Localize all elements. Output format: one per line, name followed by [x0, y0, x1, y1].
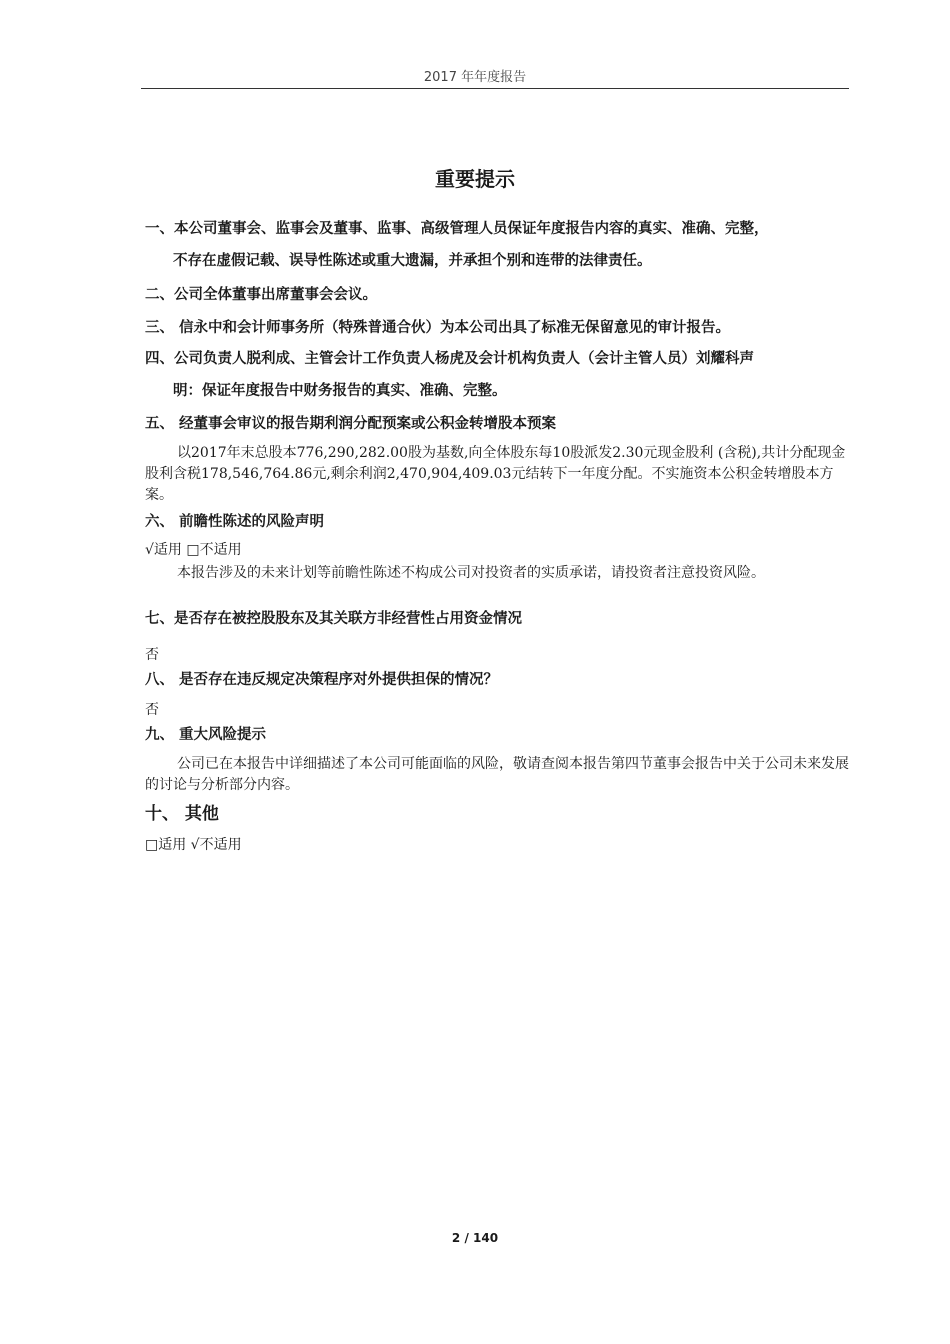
page-number: 2 / 140 [451, 1231, 499, 1245]
section-8-heading: 八、 是否存在违反规定决策程序对外提供担保的情况？ [145, 672, 499, 688]
section-9-body: 公司已在本报告中详细描述了本公司可能面临的风险，敬请查阅本报告第四节董事会报告中关于公司未来发展的讨论与分析部分内容。 [145, 756, 849, 793]
page-title: 重要提示 [435, 167, 515, 191]
section-4-line-1: 四、公司负责人脱利成、主管会计工作负责人杨虎及会计机构负责人（会计主管人员）刘耀科声 [145, 351, 754, 367]
section-6-heading: 六、 前瞻性陈述的风险声明 [145, 514, 325, 530]
section-10-heading: 十、 其他 [145, 804, 219, 824]
running-header: 2017 年年度报告 [423, 70, 527, 85]
section-4-line-2: 明：保证年度报告中财务报告的真实、准确、完整。 [173, 383, 507, 399]
section-6-body: 本报告涉及的未来计划等前瞻性陈述不构成公司对投资者的实质承诺，请投资者注意投资风险。 [177, 565, 765, 581]
header-rule [141, 88, 849, 89]
section-7-answer: 否 [145, 647, 159, 663]
section-5-body: 以2017年末总股本776,290,282.00股为基数,向全体股东每10股派发2.30元现金股利 (含税),共计分配现金股利含税178,546,764.86元,剩余利润2,470,904,409.03元结转下一年度分配。不实施资本公积金转增股本方案。 [145, 445, 846, 503]
section-9-heading: 九、 重大风险提示 [145, 727, 267, 743]
section-10-applicability: □适用 √不适用 [145, 837, 242, 853]
section-3: 三、 信永中和会计师事务所（特殊普通合伙）为本公司出具了标准无保留意见的审计报告。 [145, 320, 731, 336]
section-1-line-1: 一、本公司董事会、监事会及董事、监事、高级管理人员保证年度报告内容的真实、准确、完整， [145, 221, 769, 237]
section-7-heading: 七、是否存在被控股股东及其关联方非经营性占用资金情况 [145, 611, 522, 627]
section-2: 二、公司全体董事出席董事会会议。 [145, 287, 377, 303]
section-8-answer: 否 [145, 702, 159, 718]
section-6-applicability: √适用 □不适用 [145, 542, 242, 558]
section-1-line-2: 不存在虚假记载、误导性陈述或重大遗漏，并承担个别和连带的法律责任。 [173, 253, 652, 269]
section-5-heading: 五、 经董事会审议的报告期利润分配预案或公积金转增股本预案 [145, 416, 557, 432]
